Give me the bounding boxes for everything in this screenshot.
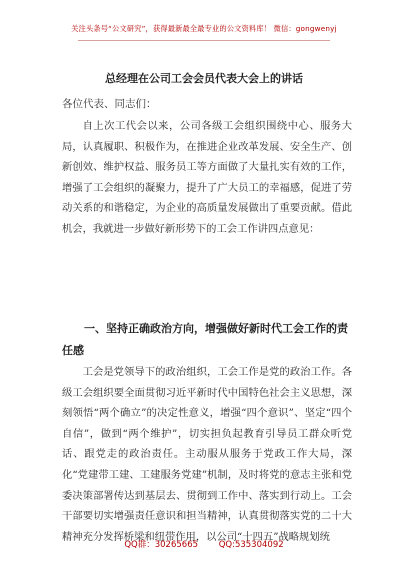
header-divider — [78, 40, 330, 41]
paragraph-2: 工会是党领导下的政治组织，工会工作是党的政治工作。各级工会组织要全面贯彻习近平新时代中国特色社会主义思想，深刻领悟“两个确立”的决定性意义，增强“四个意识”、坚定“四个自信”，做到“两个维护”，切实担负起教育引导员工群众听党话、跟党走的政治责任。主动服从服务于党政工作大局，深化“党建带工建、工建服务党建”机制，及时将党的意志主张和党委决策部署传达到基层去、贯彻到工作中、落实到行动上。工会干部要切实增强责任意识和担当精神，认真贯彻落实党的二十大精神充分发挥桥梁和纽带作用，以公司“十四五”战略规划统 — [62, 366, 352, 543]
paragraph-1: 自上次工代会以来，公司各级工会组织围绕中心、服务大局，认真履职、积极作为，在推进企业改革发展、安全生产、创新创效、维护权益、服务员工等方面做了大量扎实有效的工作，增强了工会组织的凝聚力，提升了广大员工的幸福感，促进了劳动关系的和谐稳定，为企业的高质量发展做出了重要贡献。借此机会，我就进一步做好新形势下的工会工作讲四点意见： — [62, 120, 352, 235]
footer-qq-group: QQ群：30265665 — [124, 540, 199, 550]
footer-contact — [0, 538, 408, 550]
header-note: 关注头条号“公文研究”，获得最新最全最专业的公文资料库！ 微信：gongwenyj — [71, 24, 337, 33]
footer-qq-number: QQ:535304092 — [218, 540, 284, 550]
document-title: 总经理在公司工会会员代表大会上的讲话 — [105, 72, 303, 85]
salutation: 各位代表、同志们： — [62, 98, 157, 110]
section-heading-1: 一、坚持正确政治方向，增强做好新时代工会工作的责任感 — [62, 322, 348, 357]
